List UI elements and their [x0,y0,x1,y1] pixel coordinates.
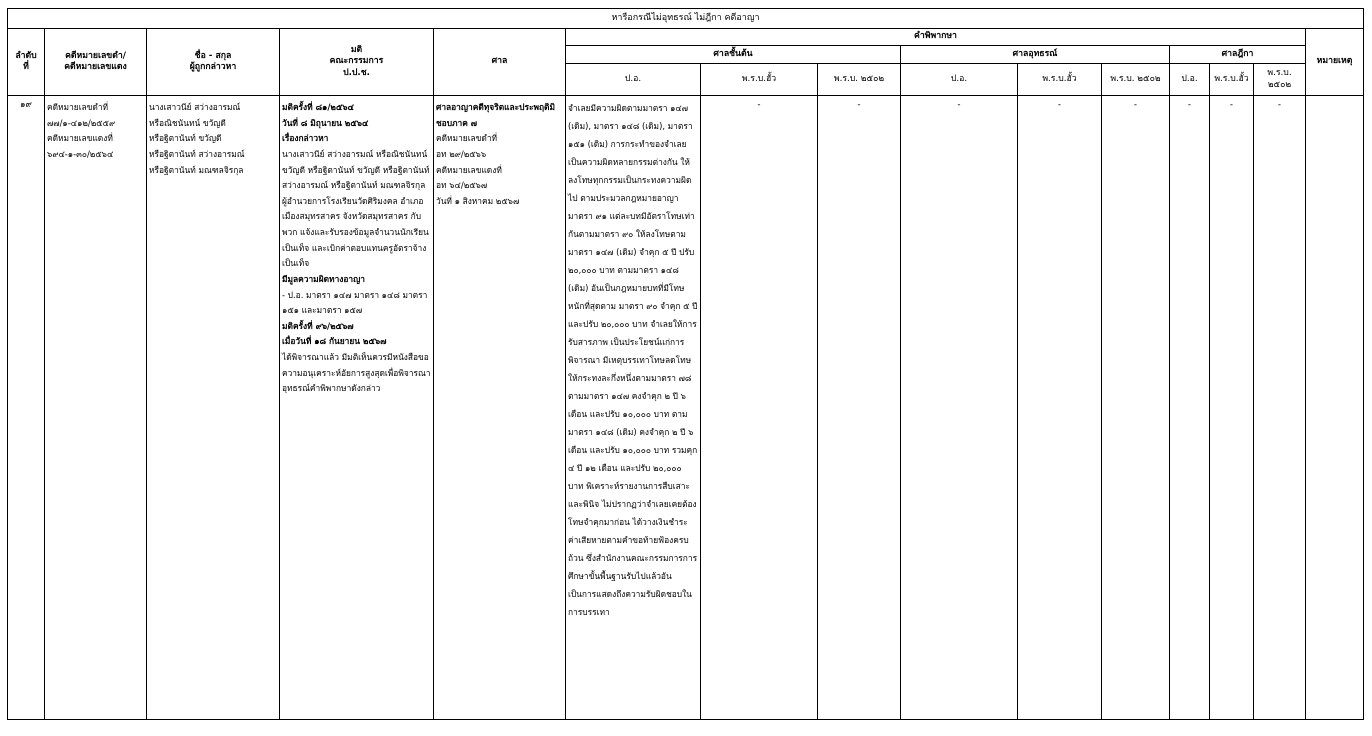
header-nacc-resolution: มติ คณะกรรมการ ป.ป.ช. [280,29,434,96]
resolution-subject-label: เรื่องกล่าวหา [282,133,329,144]
row-supreme-penal-code: - [1170,96,1210,720]
header-first-instance-court: ศาลชั้นต้น [566,46,901,64]
resolution-meeting-1: มติครั้งที่ ๘๑/๒๕๖๔ [282,102,354,112]
table-title: หารือกรณีไม่อุทธรณ์ ไม่ฎีกา คดีอาญา [8,9,1364,29]
header-row-1 [8,29,1364,46]
header-remarks: หมายเหตุ [1306,29,1364,96]
court-name: ศาลอาญาคดีทุจริตและประพฤติมิชอบภาค ๗ [436,102,556,128]
resolution-date-1: วันที่ ๘ มิถุนายน ๒๕๖๔ [282,117,369,128]
header-first-penal-code: ป.อ. [566,64,701,96]
header-first-act-general: พ.ร.บ.ฮั้ว [701,64,818,96]
header-supreme-penal-code: ป.อ. [1170,64,1210,96]
resolution-offense-text: - ป.อ. มาตรา ๑๔๗ มาตรา ๑๔๘ มาตรา ๑๕๑ และมาตรา ๑๕๗ [282,289,428,316]
header-order: ลำดับ ที่ [8,29,45,96]
row-first-penal-code-verdict: จำเลยมีความผิดตามมาตรา ๑๔๗ (เดิม), มาตรา ๑๔๘ (เดิม), มาตรา ๑๕๑ (เดิม) การกระทำของจำเลยเป็นความผิดหลายกรรมต่างกัน ให้ลงโทษทุกกรรมเป็นกระทงความผิดไป ตามประมวลกฎหมายอาญา มาตรา ๙๑ แต่ละบทมีอัตราโทษเท่ากันตามมาตรา ๙๐ ให้ลงโทษตามมาตรา ๑๔๗ (เดิม) จำคุก ๕ ปี ปรับ ๒๐,๐๐๐ บาท ตามมาตรา ๑๔๘ (เดิม) อันเป็นกฎหมายบทที่มีโทษหนักที่สุดตาม มาตรา ๙๐ จำคุก ๕ ปี และปรับ ๒๐,๐๐๐ บาท จำเลยให้การรับสารภาพ เป็นประโยชน์แก่การพิจารณา มีเหตุบรรเทาโทษลดโทษให้กระทงละกึ่งหนึ่งตามมาตรา ๗๘ ตามมาตรา ๑๔๗ คงจำคุก ๒ ปี ๖ เดือน และปรับ ๑๐,๐๐๐ บาท ตามมาตรา ๑๔๘ (เดิม) คงจำคุก ๒ ปี ๖ เดือน และปรับ ๑๐,๐๐๐ บาท รวมคุก ๔ ปี ๑๒ เดือน และปรับ ๒๐,๐๐๐ บาท พิเคราะห์รายงานการสืบเสาะและพินิจ ไม่ปรากฏว่าจำเลยเคยต้องโทษจำคุกมาก่อน ได้วางเงินชำระค่าเสียหายตามคำขอท้ายฟ้องครบถ้วน ซึ่งสำนักงานคณะกรรมการการศึกษาขั้นพื้นฐานรับไปแล้วอันเป็นการแสดงถึงความรับผิดชอบในการบรรเทา [566,96,701,720]
header-accused-name: ชื่อ - สกุล ผู้ถูกกล่าวหา [147,29,280,96]
row-nacc-resolution [280,96,434,720]
header-court: ศาล [434,29,566,96]
header-supreme-act-general: พ.ร.บ.ฮั้ว [1210,64,1254,96]
court-details: คดีหมายเลขดำที่ อท ๒๙/๒๕๖๖ คดีหมายเลขแดงที่ อท ๖๔/๒๕๖๗ วันที่ ๑ สิงหาคม ๒๕๖๗ [436,133,520,206]
table-row [8,96,1364,720]
row-first-act-2502: - [818,96,901,720]
title-row [8,9,1364,29]
row-appeal-penal-code: - [901,96,1018,720]
header-supreme-act-2502: พ.ร.บ. ๒๕๐๒ [1254,64,1306,96]
header-supreme-court: ศาลฎีกา [1170,46,1306,64]
row-case-number: คดีหมายเลขดำที่ ๗๗/๑-๔๑๒/๒๕๕๙ คดีหมายเลขแดงที่ ๖๙๔-๑-๓๐/๒๕๖๔ [45,96,147,720]
header-appeal-penal-code: ป.อ. [901,64,1018,96]
row-appeal-act-2502: - [1102,96,1170,720]
row-order: ๑๙ [8,96,45,720]
resolution-date-2: เมื่อวันที่ ๑๘ กันยายน ๒๕๖๗ [282,336,387,347]
header-appeal-act-2502: พ.ร.บ. ๒๕๐๒ [1102,64,1170,96]
header-case-number: คดีหมายเลขดำ/ คดีหมายเลขแดง [45,29,147,96]
resolution-offense-label: มีมูลความผิดทางอาญา [282,273,365,284]
resolution-meeting-2: มติครั้งที่ ๙๖/๒๕๖๗ [282,320,354,331]
header-appeal-act-general: พ.ร.บ.ฮั้ว [1018,64,1102,96]
case-table [7,8,1364,720]
row-accused-name: นางเสาวนีย์ สว่างอารมณ์ หรือณิชนันทน์ ขวัญดี หรือฐิตานันท์ ขวัญดี หรือฐิตานันท์ สว่างอารมณ์ หรือฐิตานันท์ มณฑลจิรกุล [147,96,280,720]
row-first-act-general: - [701,96,818,720]
header-judgment: คำพิพากษา [566,29,1306,46]
row-supreme-act-general: - [1210,96,1254,720]
resolution-subject-text: นางเสาวนีย์ สว่างอารมณ์ หรือณิชนันทน์ ขวัญดี หรือฐิตานันท์ ขวัญดี หรือฐิตานันท์ สว่างอารมณ์ หรือฐิตานันท์ มณฑลจิรกุล ผู้อำนวยการโรงเรียนวัดศิริมงคล อำเภอเมืองสมุทรสาคร จังหวัดสมุทรสาคร กับพวก แจ้งและรับรองข้อมูลจำนวนนักเรียนเป็นเท็จ และเบิกค่าตอบแทนครูอัตราจ้างเป็นเท็จ [282,148,430,269]
header-appeal-court: ศาลอุทธรณ์ [901,46,1170,64]
row-court [434,96,566,720]
row-remarks [1306,96,1364,720]
row-appeal-act-general: - [1018,96,1102,720]
header-first-act-2502: พ.ร.บ. ๒๕๐๒ [818,64,901,96]
resolution-final-text: ได้พิจารณาแล้ว มีมติเห็นควรมีหนังสือขอความอนุเคราะห์อัยการสูงสุดเพื่อพิจารณาอุทธรณ์คำพิพากษาดังกล่าว [282,352,431,394]
row-supreme-act-2502: - [1254,96,1306,720]
